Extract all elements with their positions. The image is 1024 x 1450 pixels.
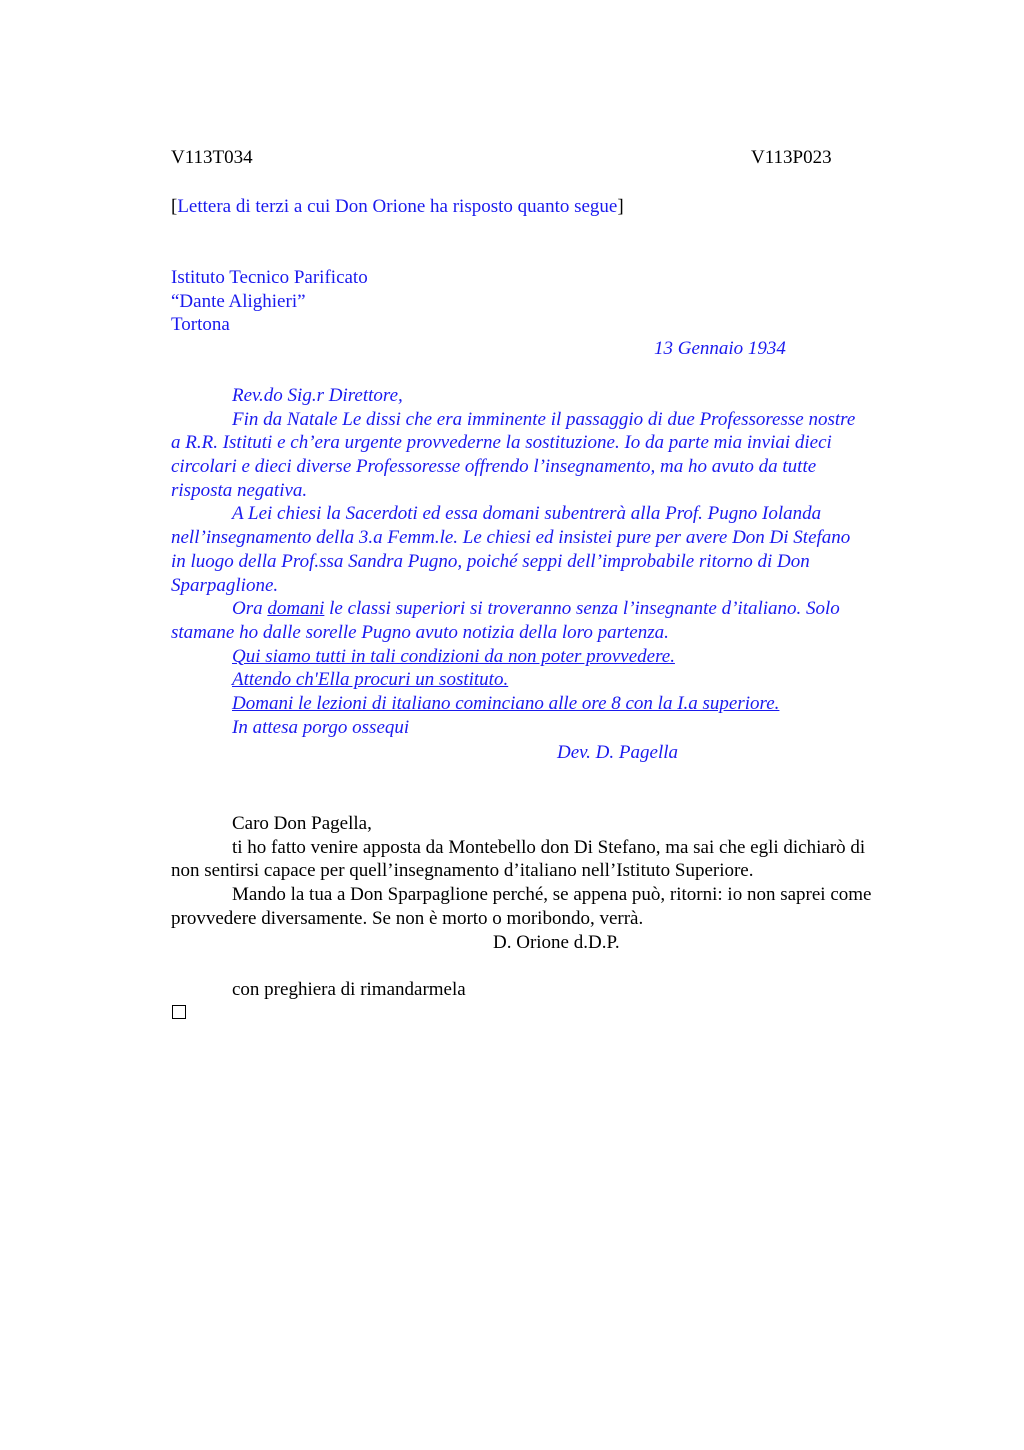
para3-underlined-word: domani <box>267 598 325 620</box>
letter2-para1-line: non sentirsi capace per quell’insegnamento d’italiano nell’Istituto Superiore. <box>171 860 754 882</box>
letter1-para2-line: Sparpaglione. <box>171 574 279 596</box>
note-open-bracket: [ <box>171 196 178 217</box>
underlined-text: Domani le lezioni di italiano cominciano alle ore 8 con la I.a superiore. <box>232 692 780 714</box>
empty-box-icon <box>172 1005 186 1019</box>
sender-line: Tortona <box>171 314 230 336</box>
letter1-para2-line: in luogo della Prof.ssa Sandra Pugno, poiché seppi dell’improbabile ritorno di Don <box>171 550 810 572</box>
letter2-para1-line: ti ho fatto venire apposta da Montebello don Di Stefano, ma sai che egli dichiarò di <box>232 836 866 858</box>
letter1-underlined-line <box>171 668 931 692</box>
letter1-signature: Dev. D. Pagella <box>557 742 678 763</box>
letter1-para1-line: circolari e dieci diverse Professoresse offrendo l’insegnamento, ma ho avuto da tutte <box>171 456 817 478</box>
letter1-para1-line: a R.R. Istituti e ch’era urgente provvederne la sostituzione. Io da parte mia inviai dieci <box>171 432 832 454</box>
letter2-postscript: con preghiera di rimandarmela <box>232 979 466 1000</box>
letter1-sender <box>171 266 931 337</box>
para3-post: le classi superiori si troveranno senza l’insegnante d’italiano. Solo <box>324 598 840 620</box>
letter1-closing: In attesa porgo ossequi <box>232 716 410 738</box>
letter2-para2-line: Mando la tua a Don Sparpaglione perché, se appena può, ritorni: io non saprei come <box>232 884 872 906</box>
para3-pre: Ora <box>232 598 268 620</box>
letter1-body <box>171 384 931 739</box>
letter1-para1-line: risposta negativa. <box>171 479 308 501</box>
letter1-para2-line: A Lei chiesi la Sacerdoti ed essa domani subentrerà alla Prof. Pugno Iolanda <box>232 503 822 525</box>
doc-code-right: V113P023 <box>751 147 832 168</box>
letter2-body <box>171 812 931 930</box>
letter1-para3-line: stamane ho dalle sorelle Pugno avuto notizia della loro partenza. <box>171 621 669 643</box>
letter2-signature: D. Orione d.D.P. <box>493 932 620 953</box>
letter1-para1-line: Fin da Natale Le dissi che era imminente il passaggio di due Professoresse nostre <box>232 408 856 430</box>
letter1-underlined-line <box>171 645 931 669</box>
editorial-note <box>171 195 624 219</box>
letter1-date: 13 Gennaio 1934 <box>654 338 786 359</box>
sender-line: Istituto Tecnico Parificato <box>171 267 368 288</box>
sender-line: “Dante Alighieri” <box>171 290 306 312</box>
underlined-text: Qui siamo tutti in tali condizioni da non poter provvedere. <box>232 645 675 667</box>
note-close-bracket: ] <box>617 196 624 217</box>
letter1-para2-line: nell’insegnamento della 3.a Femm.le. Le chiesi ed insistei pure per avere Don Di Stefano <box>171 527 851 549</box>
underlined-text: Attendo ch'Ella procuri un sostituto. <box>232 669 509 691</box>
letter1-salutation: Rev.do Sig.r Direttore, <box>232 385 403 406</box>
letter1-underlined-line <box>171 692 931 716</box>
note-text: Lettera di terzi a cui Don Orione ha risposto quanto segue <box>177 196 618 217</box>
doc-code-left: V113T034 <box>171 147 253 168</box>
letter2-salutation: Caro Don Pagella, <box>232 813 372 834</box>
letter2-para2-line: provvedere diversamente. Se non è morto o moribondo, verrà. <box>171 907 644 929</box>
letter1-para3-line <box>171 597 931 621</box>
